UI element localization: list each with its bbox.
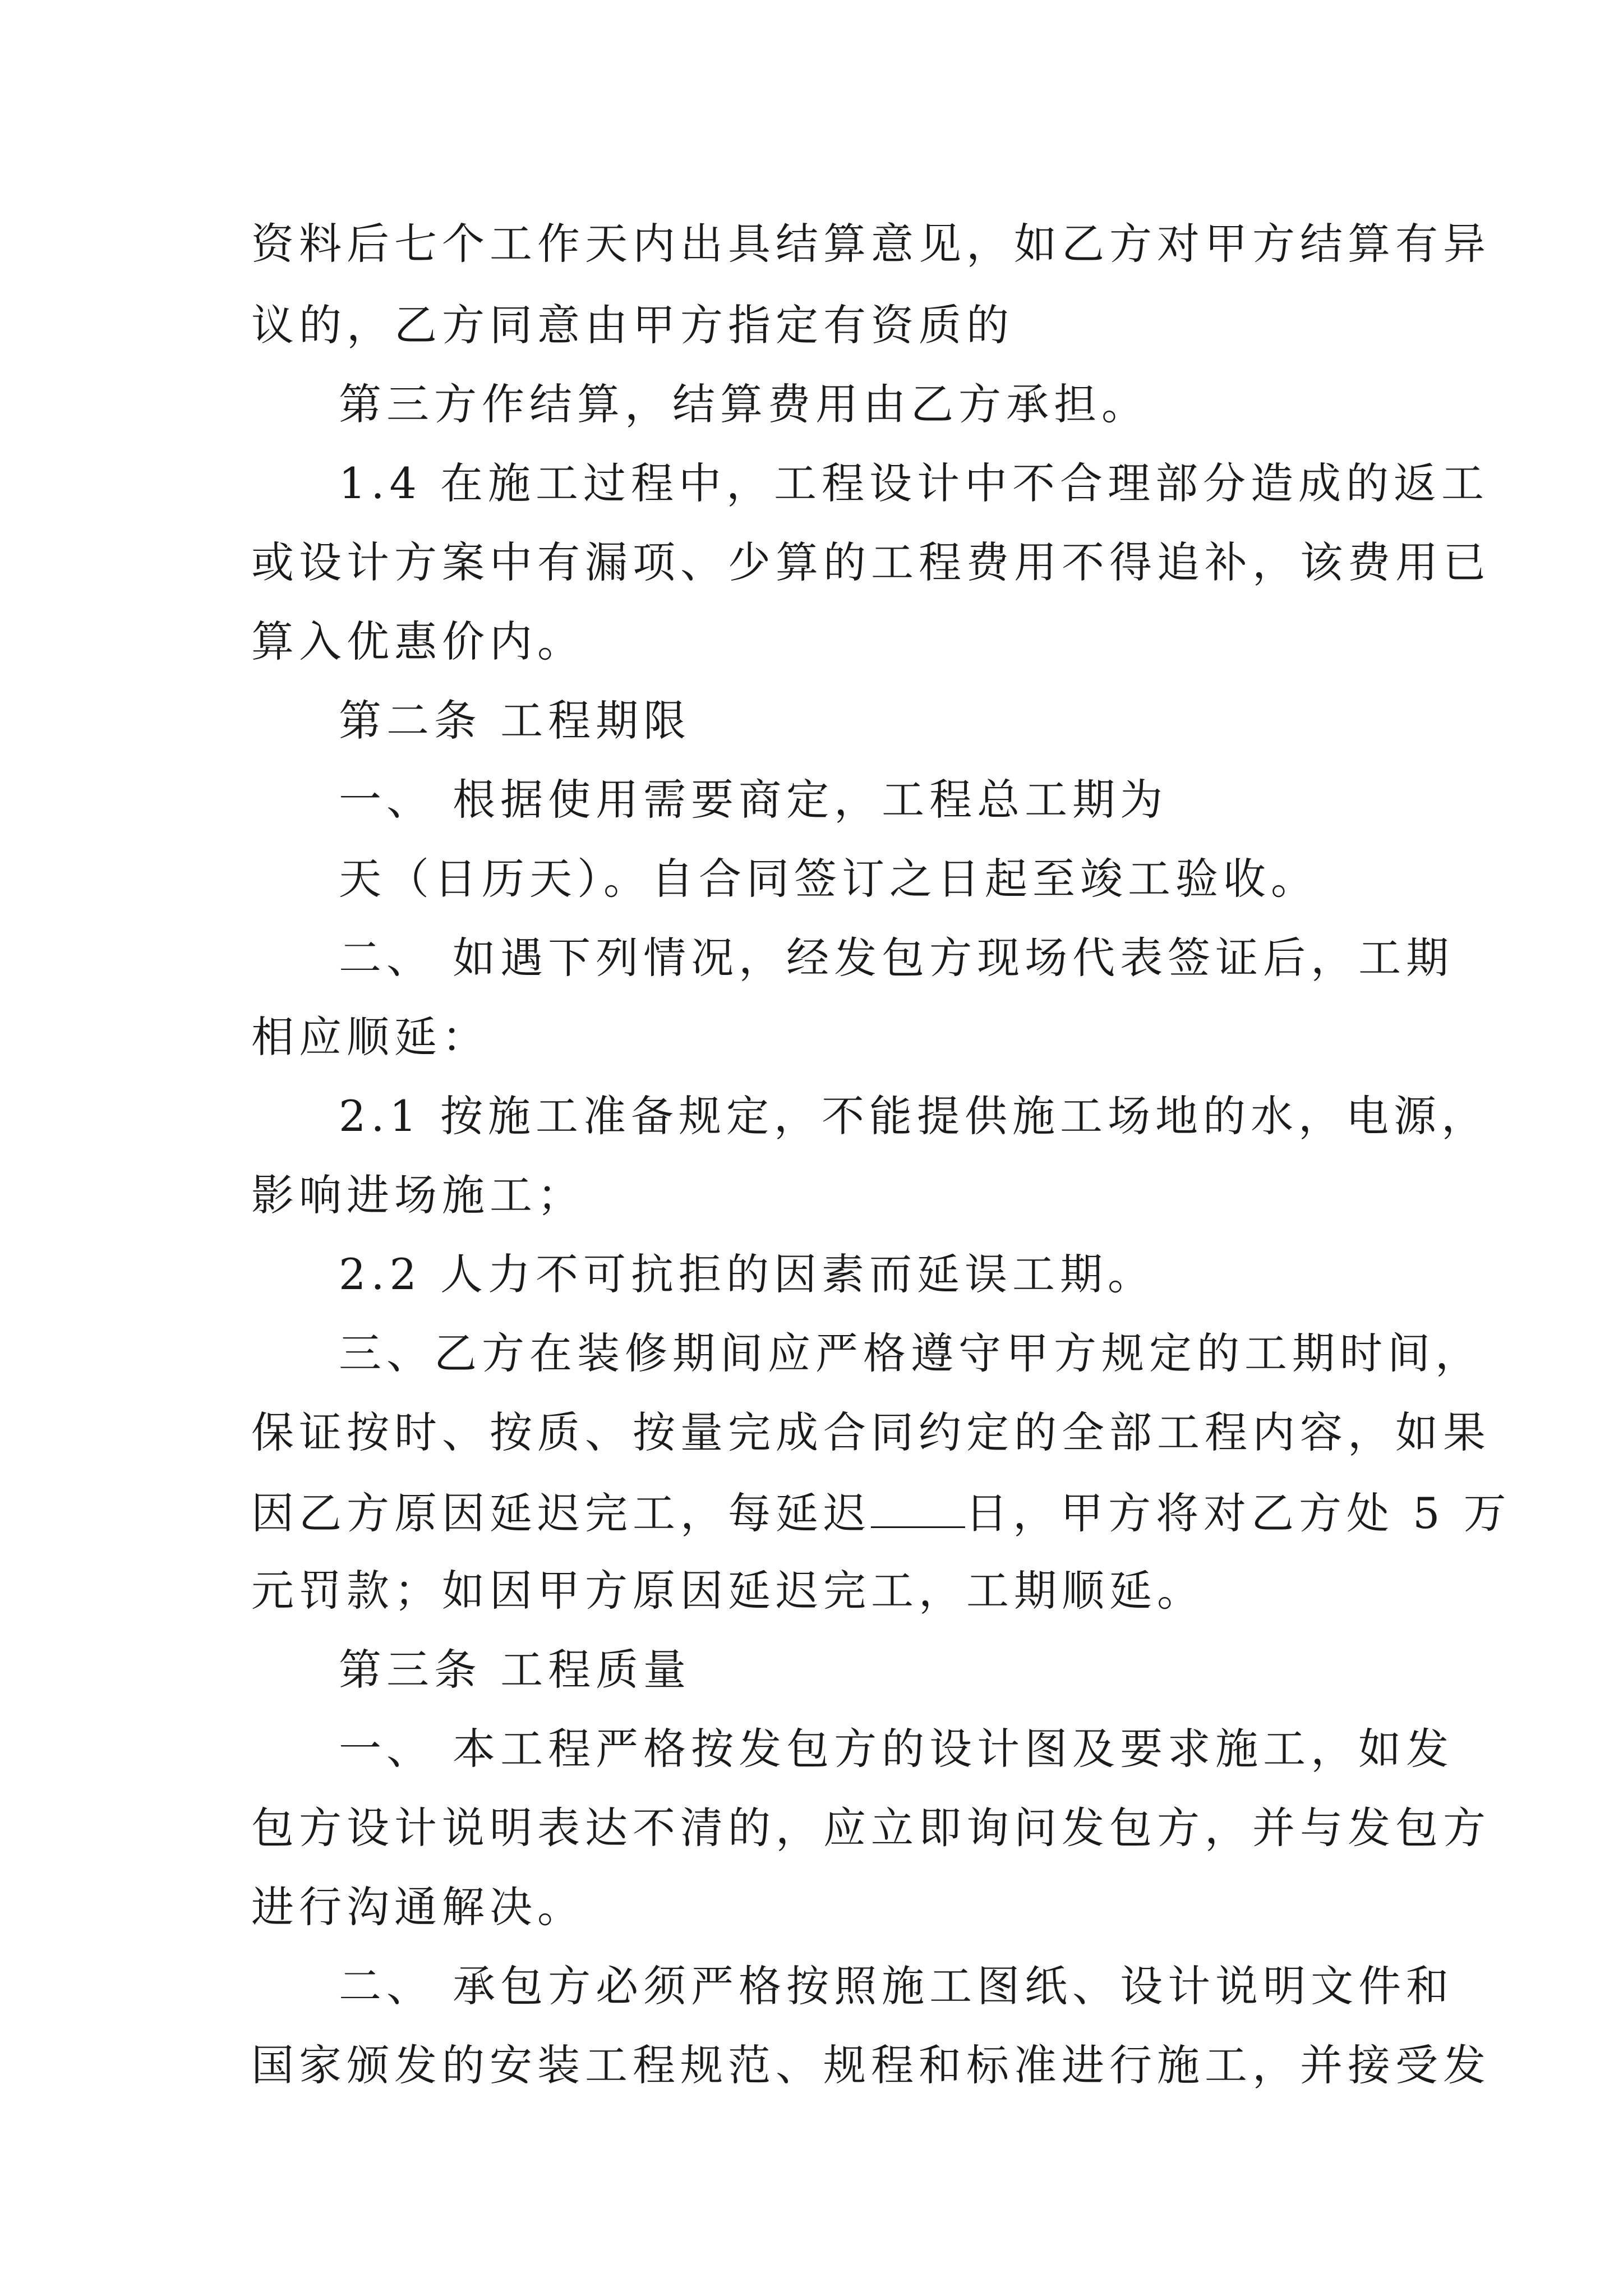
paragraph-line: 1.4 在施工过程中，工程设计中不合理部分造成的返工 (339, 458, 1490, 508)
paragraph-line: 相应顺延： (251, 1012, 490, 1062)
paragraph-line: 第三方作结算，结算费用由乙方承担。 (339, 379, 1149, 429)
paragraph-line: 2.1 按施工准备规定，不能提供施工场地的水，电源， (339, 1091, 1490, 1141)
paragraph-line: 一、 本工程严格按发包方的设计图及要求施工，如发 (339, 1724, 1454, 1774)
paragraph-line: 一、 根据使用需要商定，工程总工期为 (339, 775, 1168, 825)
paragraph-line: 2.2 人力不可抗拒的因素而延误工期。 (339, 1249, 1156, 1299)
paragraph-line: 算入优惠价内。 (251, 616, 585, 666)
paragraph-line: 保证按时、按质、按量完成合同约定的全部工程内容，如果 (251, 1407, 1491, 1457)
section-heading: 第二条 工程期限 (339, 696, 691, 746)
paragraph-line: 进行沟通解决。 (251, 1882, 585, 1932)
line-text-after-blank: 日，甲方将对乙方处 5 万 (965, 1488, 1511, 1538)
paragraph-line: 元罚款；如因甲方原因延迟完工，工期顺延。 (251, 1566, 1205, 1616)
paragraph-line: 三、乙方在装修期间应严格遵守甲方规定的工期时间， (339, 1328, 1483, 1378)
paragraph-line: 议的，乙方同意由甲方指定有资质的 (251, 300, 1014, 350)
paragraph-line-with-blank (251, 1484, 1511, 1542)
paragraph-line: 天（日历天）。自合同签订之日起至竣工验收。 (339, 854, 1318, 904)
paragraph-line: 资料后七个工作天内出具结算意见，如乙方对甲方结算有异 (251, 219, 1491, 269)
line-text-before-blank: 因乙方原因延迟完工，每延迟 (251, 1488, 871, 1538)
paragraph-line: 二、 如遇下列情况，经发包方现场代表签证后，工期 (339, 933, 1454, 983)
section-heading: 第三条 工程质量 (339, 1645, 691, 1695)
paragraph-line: 二、 承包方必须严格按照施工图纸、设计说明文件和 (339, 1961, 1454, 2011)
paragraph-line: 或设计方案中有漏项、少算的工程费用不得追补，该费用已 (251, 537, 1491, 587)
paragraph-line: 影响进场施工； (251, 1170, 585, 1220)
paragraph-line: 国家颁发的安装工程规范、规程和标准进行施工，并接受发 (251, 2040, 1491, 2090)
paragraph-line: 包方设计说明表达不清的，应立即询问发包方，并与发包方 (251, 1803, 1491, 1853)
fill-in-blank (871, 1484, 965, 1528)
